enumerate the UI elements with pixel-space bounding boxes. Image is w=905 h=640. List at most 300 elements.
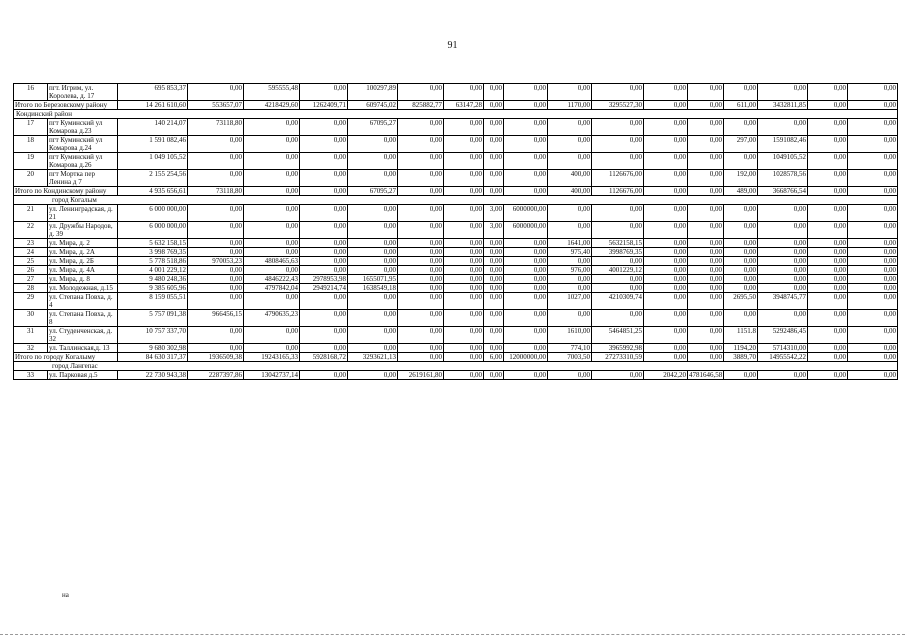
- value-cell: 0,00: [244, 170, 300, 187]
- value-cell: 0,00: [398, 136, 444, 153]
- value-cell: 0,00: [348, 170, 398, 187]
- value-cell: 1641,00: [548, 239, 592, 248]
- total-cell: 84 630 317,37: [118, 353, 188, 362]
- total-cell: 3668766,54: [758, 187, 808, 196]
- value-cell: 1638549,18: [348, 284, 398, 293]
- value-cell: 0,00: [348, 222, 398, 239]
- total-cell: 1262409,71: [300, 101, 348, 110]
- address-cell: пгт Мортка пер Ленина д 7: [48, 170, 118, 187]
- row-number: 28: [14, 284, 48, 293]
- total-cell: 1170,00: [548, 101, 592, 110]
- value-cell: 9 480 248,36: [118, 275, 188, 284]
- value-cell: 0,00: [444, 275, 484, 284]
- value-cell: 0,00: [348, 153, 398, 170]
- value-cell: 0,00: [848, 222, 898, 239]
- value-cell: 0,00: [484, 136, 504, 153]
- section-label: Кондинский район: [14, 110, 898, 119]
- value-cell: 0,00: [548, 284, 592, 293]
- table-row: [14, 248, 898, 257]
- value-cell: 0,00: [548, 275, 592, 284]
- value-cell: 0,00: [808, 344, 848, 353]
- value-cell: 0,00: [444, 327, 484, 344]
- value-cell: 0,00: [504, 248, 548, 257]
- value-cell: 9 385 605,96: [118, 284, 188, 293]
- value-cell: 0,00: [758, 371, 808, 380]
- value-cell: 0,00: [398, 84, 444, 101]
- value-cell: 0,00: [398, 257, 444, 266]
- value-cell: 1126676,00: [592, 170, 644, 187]
- value-cell: 0,00: [300, 327, 348, 344]
- value-cell: 0,00: [444, 248, 484, 257]
- value-cell: 192,00: [724, 170, 758, 187]
- value-cell: 0,00: [644, 275, 688, 284]
- value-cell: 0,00: [300, 119, 348, 136]
- total-cell: 0,00: [484, 101, 504, 110]
- value-cell: 4 001 229,12: [118, 266, 188, 275]
- value-cell: 0,00: [592, 84, 644, 101]
- value-cell: 0,00: [644, 239, 688, 248]
- value-cell: 0,00: [808, 222, 848, 239]
- value-cell: 0,00: [848, 84, 898, 101]
- value-cell: 0,00: [688, 119, 724, 136]
- row-number: 24: [14, 248, 48, 257]
- value-cell: 0,00: [848, 119, 898, 136]
- value-cell: 0,00: [188, 293, 244, 310]
- value-cell: 0,00: [848, 371, 898, 380]
- value-cell: 6 000 000,00: [118, 205, 188, 222]
- table-row: [14, 84, 898, 101]
- value-cell: 595555,48: [244, 84, 300, 101]
- value-cell: 0,00: [548, 153, 592, 170]
- row-number: 23: [14, 239, 48, 248]
- value-cell: 0,00: [644, 257, 688, 266]
- value-cell: 0,00: [724, 284, 758, 293]
- value-cell: 0,00: [758, 119, 808, 136]
- value-cell: 0,00: [504, 327, 548, 344]
- value-cell: 0,00: [808, 293, 848, 310]
- value-cell: 0,00: [848, 310, 898, 327]
- table-row: [14, 327, 898, 344]
- value-cell: 0,00: [300, 205, 348, 222]
- value-cell: 0,00: [398, 293, 444, 310]
- value-cell: 0,00: [808, 136, 848, 153]
- value-cell: 0,00: [484, 257, 504, 266]
- value-cell: 0,00: [484, 327, 504, 344]
- value-cell: 0,00: [444, 222, 484, 239]
- total-cell: 5928168,72: [300, 353, 348, 362]
- value-cell: 1028578,56: [758, 170, 808, 187]
- address-cell: ул. Мира, д. 2Б: [48, 257, 118, 266]
- value-cell: 0,00: [758, 257, 808, 266]
- value-cell: 0,00: [808, 257, 848, 266]
- value-cell: 4210309,74: [592, 293, 644, 310]
- table-row: [14, 119, 898, 136]
- value-cell: 1 049 105,52: [118, 153, 188, 170]
- value-cell: 0,00: [300, 222, 348, 239]
- value-cell: 0,00: [188, 170, 244, 187]
- value-cell: 0,00: [300, 84, 348, 101]
- value-cell: 0,00: [848, 257, 898, 266]
- value-cell: 0,00: [724, 248, 758, 257]
- value-cell: 0,00: [758, 275, 808, 284]
- total-cell: 0,00: [644, 101, 688, 110]
- total-cell: 3295527,30: [592, 101, 644, 110]
- value-cell: 0,00: [244, 327, 300, 344]
- value-cell: 0,00: [504, 119, 548, 136]
- value-cell: 9 680 302,98: [118, 344, 188, 353]
- value-cell: 0,00: [758, 248, 808, 257]
- value-cell: 2 155 254,56: [118, 170, 188, 187]
- address-cell: ул. Дружбы Народов, д. 39: [48, 222, 118, 239]
- value-cell: 2695,50: [724, 293, 758, 310]
- value-cell: 13042737,14: [244, 371, 300, 380]
- value-cell: 0,00: [548, 136, 592, 153]
- value-cell: 0,00: [592, 284, 644, 293]
- value-cell: 0,00: [188, 205, 244, 222]
- value-cell: 0,00: [398, 310, 444, 327]
- value-cell: 0,00: [348, 239, 398, 248]
- value-cell: 0,00: [484, 275, 504, 284]
- table-row: [14, 310, 898, 327]
- value-cell: 0,00: [724, 266, 758, 275]
- value-cell: 0,00: [688, 344, 724, 353]
- total-cell: 400,00: [548, 187, 592, 196]
- value-cell: 0,00: [188, 136, 244, 153]
- value-cell: 0,00: [348, 327, 398, 344]
- value-cell: 0,00: [724, 257, 758, 266]
- table-row: [14, 266, 898, 275]
- value-cell: 0,00: [758, 284, 808, 293]
- value-cell: 0,00: [300, 371, 348, 380]
- value-cell: 0,00: [444, 257, 484, 266]
- row-number: 17: [14, 119, 48, 136]
- value-cell: 0,00: [504, 310, 548, 327]
- total-cell: 0,00: [484, 187, 504, 196]
- value-cell: 0,00: [688, 84, 724, 101]
- value-cell: 3,00: [484, 222, 504, 239]
- value-cell: 0,00: [848, 327, 898, 344]
- value-cell: 4846222,43: [244, 275, 300, 284]
- value-cell: 0,00: [724, 84, 758, 101]
- value-cell: 0,00: [724, 239, 758, 248]
- value-cell: 4790635,23: [244, 310, 300, 327]
- value-cell: 0,00: [644, 310, 688, 327]
- section-row: [14, 110, 898, 119]
- row-number: 33: [14, 371, 48, 380]
- value-cell: 0,00: [808, 248, 848, 257]
- value-cell: 8 159 055,51: [118, 293, 188, 310]
- value-cell: 0,00: [848, 170, 898, 187]
- value-cell: 0,00: [444, 84, 484, 101]
- value-cell: 0,00: [592, 136, 644, 153]
- value-cell: 140 214,07: [118, 119, 188, 136]
- total-label: Итого по городу Когалыму: [14, 353, 118, 362]
- value-cell: 0,00: [724, 153, 758, 170]
- total-cell: 553657,07: [188, 101, 244, 110]
- value-cell: 0,00: [504, 136, 548, 153]
- table-row: [14, 284, 898, 293]
- value-cell: 3998769,35: [592, 248, 644, 257]
- value-cell: 0,00: [688, 275, 724, 284]
- total-cell: 611,00: [724, 101, 758, 110]
- value-cell: 0,00: [808, 239, 848, 248]
- value-cell: 0,00: [548, 222, 592, 239]
- value-cell: 2978953,98: [300, 275, 348, 284]
- value-cell: 2949214,74: [300, 284, 348, 293]
- value-cell: 0,00: [644, 222, 688, 239]
- value-cell: 0,00: [348, 344, 398, 353]
- value-cell: 0,00: [348, 293, 398, 310]
- value-cell: 0,00: [444, 293, 484, 310]
- value-cell: 0,00: [724, 310, 758, 327]
- value-cell: 1151.8: [724, 327, 758, 344]
- value-cell: 0,00: [398, 205, 444, 222]
- address-cell: ул. Мира, д. 4А: [48, 266, 118, 275]
- total-cell: 0,00: [444, 187, 484, 196]
- value-cell: 0,00: [758, 239, 808, 248]
- value-cell: 0,00: [644, 284, 688, 293]
- total-cell: 0,00: [644, 353, 688, 362]
- value-cell: 0,00: [644, 293, 688, 310]
- value-cell: 0,00: [808, 275, 848, 284]
- value-cell: 0,00: [724, 119, 758, 136]
- address-cell: ул. Мира, д. 8: [48, 275, 118, 284]
- value-cell: 0,00: [484, 266, 504, 275]
- value-cell: 0,00: [484, 84, 504, 101]
- value-cell: 0,00: [444, 266, 484, 275]
- value-cell: 0,00: [484, 310, 504, 327]
- row-number: 20: [14, 170, 48, 187]
- table-row: [14, 153, 898, 170]
- value-cell: 0,00: [398, 119, 444, 136]
- row-number: 27: [14, 275, 48, 284]
- value-cell: 5464851,25: [592, 327, 644, 344]
- value-cell: 0,00: [688, 327, 724, 344]
- value-cell: 0,00: [188, 248, 244, 257]
- value-cell: 0,00: [504, 284, 548, 293]
- table-row: [14, 344, 898, 353]
- row-number: 26: [14, 266, 48, 275]
- value-cell: 0,00: [808, 327, 848, 344]
- value-cell: 0,00: [444, 119, 484, 136]
- value-cell: 0,00: [244, 266, 300, 275]
- value-cell: 0,00: [444, 371, 484, 380]
- section-row: [14, 362, 898, 371]
- value-cell: 0,00: [348, 371, 398, 380]
- value-cell: 0,00: [188, 266, 244, 275]
- total-cell: 14 261 610,60: [118, 101, 188, 110]
- value-cell: 4781646,58: [689, 371, 723, 379]
- register-table: [13, 83, 898, 380]
- value-cell: 0,00: [300, 257, 348, 266]
- value-cell: 0,00: [300, 136, 348, 153]
- value-cell: 0,00: [592, 119, 644, 136]
- value-cell: 5 778 518,86: [118, 257, 188, 266]
- value-cell: 0,00: [300, 344, 348, 353]
- bottom-rule: [0, 634, 905, 636]
- row-number: 18: [14, 136, 48, 153]
- value-cell: 0,00: [484, 293, 504, 310]
- row-number: 16: [14, 84, 48, 101]
- total-cell: 73118,80: [188, 187, 244, 196]
- value-cell: 0,00: [484, 239, 504, 248]
- address-cell: ул. Ленинградская, д. 21: [48, 205, 118, 222]
- value-cell: 5 632 158,15: [118, 239, 188, 248]
- section-row: [14, 196, 898, 205]
- value-cell: 1610,00: [548, 327, 592, 344]
- value-cell: 0,00: [444, 310, 484, 327]
- value-cell: 0,00: [444, 344, 484, 353]
- value-cell: 0,00: [758, 266, 808, 275]
- value-cell: 0,00: [398, 153, 444, 170]
- value-cell: 0,00: [504, 293, 548, 310]
- value-cell: 0,00: [188, 284, 244, 293]
- total-cell: 0,00: [444, 353, 484, 362]
- value-cell: 0,00: [504, 371, 548, 380]
- value-cell: 0,00: [444, 153, 484, 170]
- value-cell: 0,00: [504, 170, 548, 187]
- value-cell: 0,00: [244, 153, 300, 170]
- total-cell: 14955542,22: [758, 353, 808, 362]
- value-cell: 1655071,95: [348, 275, 398, 284]
- value-cell: 0,00: [484, 119, 504, 136]
- total-cell: 0,00: [688, 353, 724, 362]
- value-cell: 0,00: [484, 170, 504, 187]
- value-cell: 970053,23: [188, 257, 244, 266]
- value-cell: 695 853,37: [118, 84, 188, 101]
- value-cell: 73118,80: [188, 119, 244, 136]
- total-cell: 0,00: [504, 101, 548, 110]
- value-cell: 0,00: [444, 205, 484, 222]
- value-cell: 0,00: [244, 136, 300, 153]
- value-cell: 975,40: [548, 248, 592, 257]
- value-cell: 0,00: [504, 84, 548, 101]
- table-row: [14, 136, 898, 153]
- value-cell: 0,00: [848, 293, 898, 310]
- value-cell: 0,00: [504, 275, 548, 284]
- value-cell: 0,00: [808, 371, 848, 380]
- value-cell: 0,00: [484, 248, 504, 257]
- table-row: [14, 275, 898, 284]
- value-cell: 0,00: [808, 170, 848, 187]
- value-cell: 0,00: [244, 239, 300, 248]
- value-cell: 0,00: [644, 119, 688, 136]
- value-cell: 0,00: [592, 257, 644, 266]
- value-cell: 0,00: [300, 153, 348, 170]
- value-cell: 0,00: [504, 266, 548, 275]
- value-cell: 10 757 337,70: [118, 327, 188, 344]
- value-cell: 0,00: [848, 205, 898, 222]
- value-cell: 0,00: [244, 119, 300, 136]
- value-cell: 0,00: [504, 153, 548, 170]
- total-cell: 3432811,85: [758, 101, 808, 110]
- value-cell: 0,00: [188, 239, 244, 248]
- value-cell: 0,00: [688, 310, 724, 327]
- row-number: 19: [14, 153, 48, 170]
- table-row: [14, 205, 898, 222]
- value-cell: 1 591 082,46: [118, 136, 188, 153]
- total-cell: 0,00: [504, 187, 548, 196]
- value-cell: 0,00: [188, 84, 244, 101]
- value-cell: 0,00: [724, 205, 758, 222]
- value-cell: 3,00: [484, 205, 504, 222]
- row-number: 25: [14, 257, 48, 266]
- value-cell: 0,00: [848, 239, 898, 248]
- total-cell: 4218429,60: [244, 101, 300, 110]
- value-cell: 0,00: [348, 136, 398, 153]
- value-cell: 0,00: [398, 344, 444, 353]
- total-cell: 3889,70: [724, 353, 758, 362]
- total-cell: 0,00: [848, 353, 898, 362]
- value-cell: 0,00: [644, 136, 688, 153]
- value-cell: 6000000,00: [504, 205, 548, 222]
- total-cell: 0,00: [808, 353, 848, 362]
- value-cell: 0,00: [688, 266, 724, 275]
- value-cell: 0,00: [688, 284, 724, 293]
- value-cell: 0,00: [848, 284, 898, 293]
- value-cell: 0,00: [644, 266, 688, 275]
- value-cell: 5632158,15: [592, 239, 644, 248]
- value-cell: 966456,15: [188, 310, 244, 327]
- row-number: 31: [14, 327, 48, 344]
- value-cell: 0,00: [548, 84, 592, 101]
- value-cell: 0,00: [758, 310, 808, 327]
- value-cell: 0,00: [592, 222, 644, 239]
- value-cell: 0,00: [504, 239, 548, 248]
- total-cell: 0,00: [300, 187, 348, 196]
- value-cell: 0,00: [548, 119, 592, 136]
- value-cell: 0,00: [848, 344, 898, 353]
- total-cell: 0,00: [398, 187, 444, 196]
- value-cell: 3965992,98: [592, 344, 644, 353]
- total-label: Итого по Березовскому району: [14, 101, 118, 110]
- value-cell: 0,00: [688, 248, 724, 257]
- total-cell: 0,00: [398, 353, 444, 362]
- value-cell: 6000000,00: [504, 222, 548, 239]
- value-cell: 0,00: [300, 170, 348, 187]
- value-cell: 0,00: [188, 344, 244, 353]
- total-cell: 0,00: [688, 101, 724, 110]
- address-cell: ул. Молодежная, д.15: [48, 284, 118, 293]
- value-cell: 0,00: [548, 371, 592, 380]
- value-cell: 0,00: [644, 344, 688, 353]
- value-cell: 0,00: [592, 153, 644, 170]
- value-cell: 0,00: [244, 222, 300, 239]
- value-cell: 0,00: [644, 170, 688, 187]
- total-row: [14, 353, 898, 362]
- value-cell: 0,00: [644, 327, 688, 344]
- value-cell: 0,00: [548, 257, 592, 266]
- value-cell: 67095,27: [348, 119, 398, 136]
- total-cell: 0,00: [808, 101, 848, 110]
- value-cell: 0,00: [398, 284, 444, 293]
- value-cell: 0,00: [808, 310, 848, 327]
- value-cell: 0,00: [300, 293, 348, 310]
- value-cell: 0,00: [808, 153, 848, 170]
- total-cell: 0,00: [244, 187, 300, 196]
- total-cell: 3293621,13: [348, 353, 398, 362]
- value-cell: 2619161,80: [398, 371, 444, 380]
- value-cell: 0,00: [398, 239, 444, 248]
- address-cell: ул. Мира, д. 2А: [48, 248, 118, 257]
- address-cell: ул. Студенченская, д. 32: [48, 327, 118, 344]
- value-cell: 0,00: [758, 222, 808, 239]
- value-cell: 0,00: [300, 248, 348, 257]
- total-cell: 7003,50: [548, 353, 592, 362]
- value-cell: 0,00: [504, 344, 548, 353]
- value-cell: 0,00: [484, 153, 504, 170]
- table-row: [14, 371, 898, 380]
